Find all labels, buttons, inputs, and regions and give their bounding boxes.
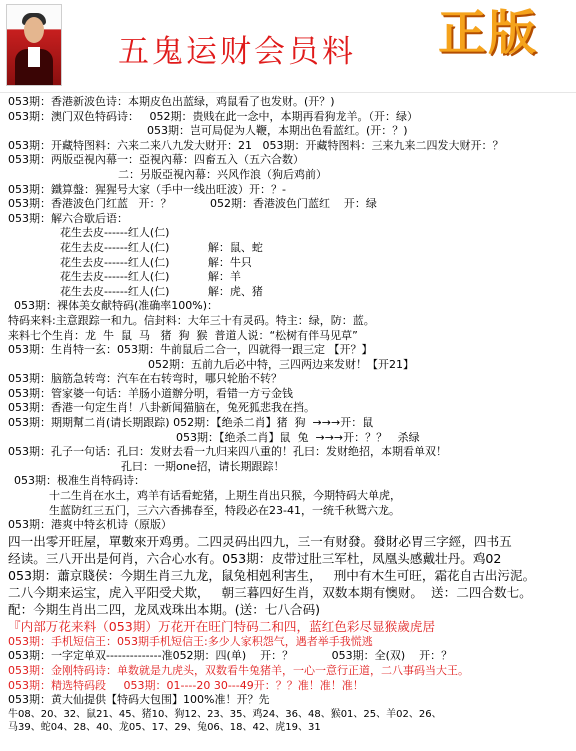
text-line: 花生去皮------红人(仁) 解：鼠、蛇 (60, 240, 263, 254)
text-line: 十二生肖在水土，鸡羊有话看蛇猪，上期生肖出只猴，今期特码大单虎， (49, 489, 401, 503)
text-line: 花生去皮------红人(仁) 解：虎、猪 (60, 284, 263, 298)
text-line: 二：另版亞視內幕：兴风作浪（狗后鸡前） (118, 167, 327, 181)
text-line: 配：今期生肖出二四，龙凤戏珠出本期。(送：七八合码) (8, 601, 321, 617)
text-line: 053期：裸体美女献特码(准确率100%)： (14, 299, 219, 313)
text-line: 053期：澳门双色特码诗： 052期：贵贱在此一念中，本期再看狗龙羊。（开：绿） (8, 109, 418, 123)
text-line: 053期：香港新波色诗：本期皮色出蓝绿，鸡鼠看了也发财。(开？) (8, 95, 335, 108)
text-line: 马39、蛇04、28、40、龙05、17、29、兔06、18、42、虎19、31 (8, 722, 321, 734)
text-line: 『内部万花来料（053期）万花开在旺门特码二和四，蓝红色彩尽显猴歲虎居 (8, 618, 436, 634)
text-line: 四一出零开旺屋，單數來开鸡勇。二四灵码出四九，三一有财發。發財必胃三字經，四书五 (8, 533, 512, 549)
text-line: 花生去皮------红人(仁) 解：羊 (60, 270, 241, 284)
text-line: 053期：港爽中特玄机诗（原版） (8, 518, 172, 532)
text-line: 053期：香港波色门红蓝 开：？ 052期：香港波色门蓝红 开：绿 (8, 197, 377, 211)
text-line: 牛08、20、32、鼠21、45、猪10、狗12、23、35、鸡24、36、48、猴01、25、羊02、26、 (8, 708, 442, 720)
text-line: 053期：鐵算盤：猩猩号大家（手中一线出旺波）开：？- (8, 182, 286, 196)
text-line: 053期：孔子一句话：孔曰：发财去看一九归来四八重的！孔曰：发财绝招，本期看单双！ (8, 445, 447, 459)
page-title: 五鬼运财会员料 (118, 34, 356, 70)
text-line: 孔曰：一期one招，请长期跟踪！ (121, 459, 285, 473)
text-line: 053期：一字定单双--------------准052期：四(单) 开：？ 053期：全(双) 开：？ (8, 649, 453, 663)
text-line: 053期：【绝杀二肖】鼠 兔 →→→开：？？ 杀绿 (176, 430, 420, 444)
text-line: 053期：开藏特图料：六来二来八九发大财开：21 053期：开藏特图料：三来九来二四发大财开：？ (8, 138, 504, 152)
text-line: 生蓝防红三五门，三六六香拂春至，特段必在23-41，一统千秋鸳六龙。 (49, 503, 400, 517)
text-line: 053期：期期幫二肖(请长期跟踪) 052期：【绝杀二肖】猪 狗 →→→开：鼠 (8, 416, 374, 430)
text-line: 053期：生肖特一玄：053期：牛前鼠后二合一，四就得一跟三定 【开？】 (8, 343, 373, 357)
content-body (0, 93, 576, 735)
header (0, 0, 576, 93)
text-line: 来料七个生肖：龙 牛 鼠 马 猪 狗 猴 普道人说：“松树有伴马见草” (8, 328, 358, 342)
text-line: 053期：精选特码段 053期：01----20 30---49开：？？准！准！准！ (8, 678, 364, 692)
text-line: 052期：五前九后必中特，三四两边来发财！【开21】 (148, 357, 414, 371)
text-line: 053期：香港一句定生肖！八卦新闻猫脑在，兔死狐悲我在挡。 (8, 401, 315, 415)
text-line: 花生去皮------红人(仁) (60, 226, 170, 240)
text-line: 053期：解六合歇后语： (8, 211, 128, 225)
text-line: 053期：两版亞視內幕一：亞視內幕：四畜五入（五六合数） (8, 153, 304, 167)
text-line: 053期：管家婆一句话：羊肠小道辦分明，看错一方亏金钱 (8, 386, 293, 400)
text-line: 特码来料:主意跟踪一和九。信封料：大年三十有灵码。特主：绿，防：蓝。 (8, 313, 375, 327)
text-line: 二八今期来运宝，虎入平阳受犬欺， 朝三暮四好生肖，双数本期有懊财。 送：二四合数七。 (8, 584, 532, 600)
text-line: 053期：手机短信王：053期手机短信王:多少人家积怨气，遇者举手我慌逃 (8, 634, 373, 648)
text-line: 053期：极准生肖特码诗： (14, 474, 145, 488)
text-line: 053期：岂可局促为人鞭，本期出色看蓝红。(开：？) (147, 124, 408, 138)
text-line: 053期：金刚特码诗：单数就是九虎头，双数看牛兔猪羊，一心一意行正道，二八事码当大王。 (8, 664, 469, 677)
genuine-seal: 正版 (438, 5, 539, 61)
text-line: 053期：黄大仙提供【特码大包围】100%准！开？先 (8, 693, 270, 707)
text-line: 053期：脑筋急转弯：汽车在右转弯时，哪只轮胎不转？ (8, 372, 282, 386)
text-line: 053期：蕭京賤侯：今期生肖三九龙，鼠兔相剋利害生， 刑中有木生可旺，霜花自古出污泥。 (8, 567, 536, 583)
portrait-photo (6, 4, 62, 86)
text-line: 花生去皮------红人(仁) 解：牛只 (60, 255, 252, 269)
text-line: 经读。三八开出是何肖，六合心水有。053期：皮带过肚三军杜，凤凰头感戴壮丹。鸡02 (8, 550, 502, 566)
